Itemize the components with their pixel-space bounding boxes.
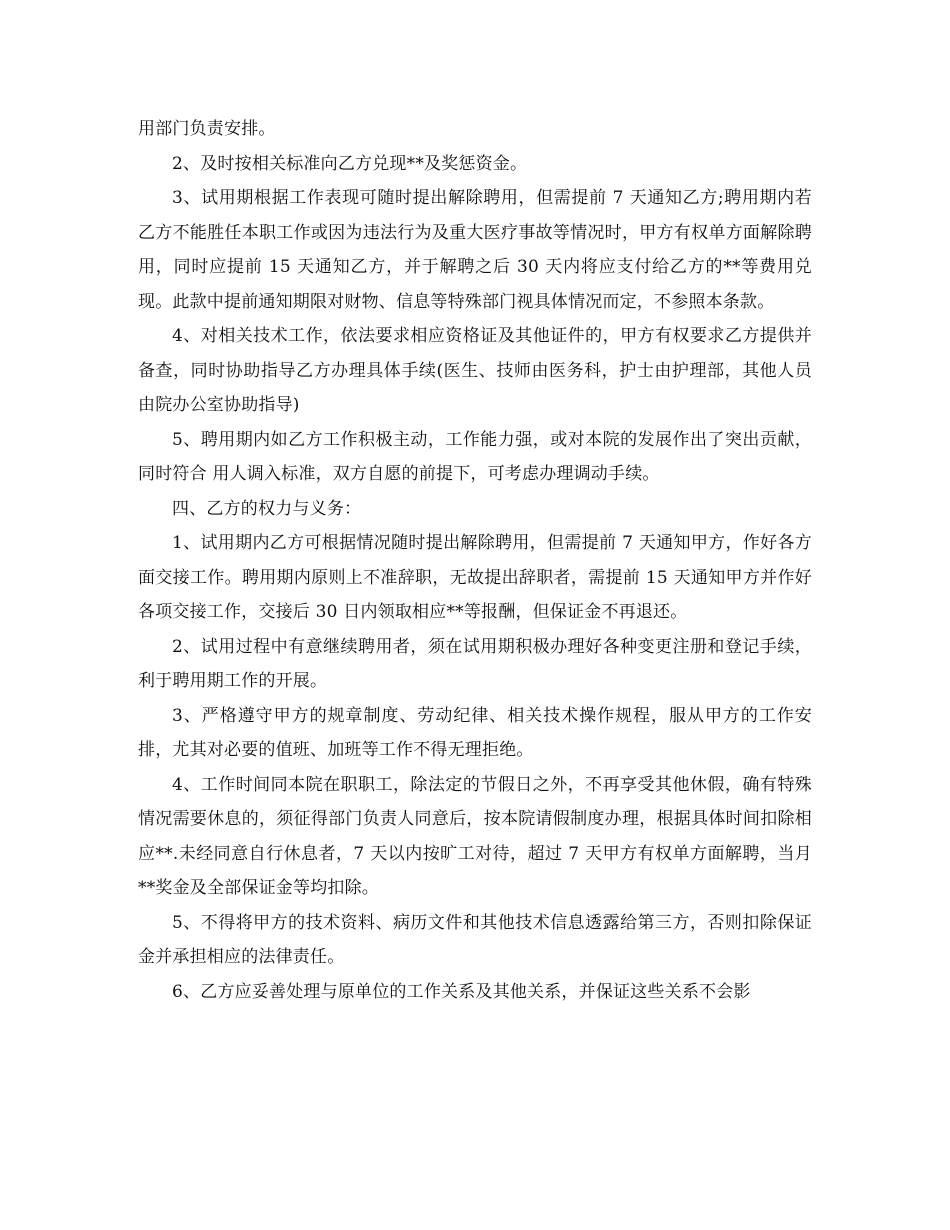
paragraph: 3、严格遵守甲方的规章制度、劳动纪律、相关技术操作规程，服从甲方的工作安排，尤其对必要的值班、加班等工作不得无理拒绝。 — [138, 705, 812, 760]
paragraph: 3、试用期根据工作表现可随时提出解除聘用，但需提前 7 天通知乙方;聘用期内若乙方不能胜任本职工作或因为违法行为及重大医疗事故等情况时，甲方有权单方面解除聘用，同时应提前 15 天通知乙方，并于解聘之后 30 天内将应支付给乙方的**等费用兑现。此款中提前通知期限对财物、信息等特殊部门视具体情况而定，不参照本条款。 — [138, 188, 812, 312]
paragraph: 2、试用过程中有意继续聘用者，须在试用期积极办理好各种变更注册和登记手续，利于聘用期工作的开展。 — [138, 636, 812, 691]
paragraph: 用部门负责安排。 — [138, 119, 276, 139]
paragraph: 5、聘用期内如乙方工作积极主动，工作能力强，或对本院的发展作出了突出贡献，同时符合 用人调入标准，双方自愿的前提下，可考虑办理调动手续。 — [138, 429, 812, 484]
section-heading: 四、乙方的权力与义务： — [172, 498, 362, 519]
paragraph: 5、不得将甲方的技术资料、病历文件和其他技术信息透露给第三方，否则扣除保证金并承担相应的法律责任。 — [138, 912, 812, 967]
paragraph: 2、及时按相关标准向乙方兑现**及奖惩资金。 — [172, 153, 528, 174]
paragraph: 1、试用期内乙方可根据情况随时提出解除聘用，但需提前 7 天通知甲方，作好各方面交接工作。聘用期内原则上不准辞职，无故提出辞职者，需提前 15 天通知甲方并作好各项交接工作，交接后 30 日内领取相应**等报酬，但保证金不再退还。 — [138, 533, 812, 622]
document-body — [138, 112, 812, 1009]
paragraph: 4、工作时间同本院在职职工，除法定的节假日之外，不再享受其他休假，确有特殊情况需要休息的，须征得部门负责人同意后，按本院请假制度办理，根据具体时间扣除相应**.未经同意自行休息者，7 天以内按旷工对待，超过 7 天甲方有权单方面解聘，当月**奖金及全部保证金等均扣除。 — [138, 774, 812, 898]
paragraph: 6、乙方应妥善处理与原单位的工作关系及其他关系，并保证这些关系不会影 — [172, 981, 751, 1002]
paragraph: 4、对相关技术工作，依法要求相应资格证及其他证件的，甲方有权要求乙方提供并备查，同时协助指导乙方办理具体手续(医生、技师由医务科，护士由护理部，其他人员由院办公室协助指导) — [138, 326, 812, 415]
